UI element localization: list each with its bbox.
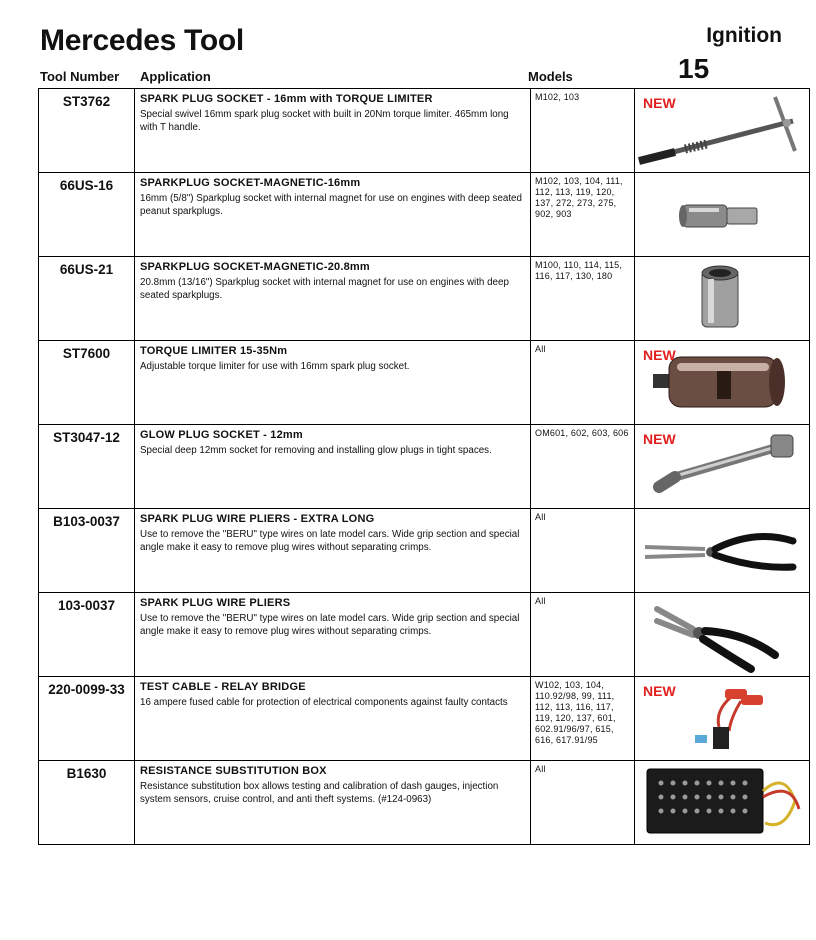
resistance-box-icon (635, 761, 816, 845)
tool-image-cell (635, 173, 810, 257)
tool-image-cell (635, 593, 810, 677)
new-badge: NEW (643, 431, 676, 447)
tool-models: W102, 103, 104, 110.92/98, 99, 111, 112, 113, 116, 117, 119, 120, 137, 601, 602.91/96/97, 615, 616, 617.91/95 (531, 677, 635, 761)
application-cell (135, 677, 531, 761)
tool-name: SPARKPLUG SOCKET-MAGNETIC-20.8mm (140, 261, 370, 273)
table-row (39, 593, 810, 677)
table-row (39, 425, 810, 509)
tool-models: All (531, 761, 635, 845)
application-cell (135, 761, 531, 845)
tool-name: GLOW PLUG SOCKET - 12mm (140, 429, 303, 441)
tool-description: 16mm (5/8") Sparkplug socket with internal magnet for use on engines with deep seated peanut sparkplugs. (140, 193, 522, 217)
new-badge: NEW (643, 683, 676, 699)
column-header-models: Models (528, 69, 573, 84)
new-badge: NEW (643, 95, 676, 111)
tool-models: All (531, 341, 635, 425)
magnetic-socket-icon (635, 173, 816, 257)
table-row (39, 341, 810, 425)
new-badge: NEW (643, 347, 676, 363)
column-header-application: Application (140, 69, 211, 84)
tool-number: B103-0037 (39, 509, 135, 593)
table-row (39, 89, 810, 173)
tool-description: Use to remove the "BERU" type wires on late model cars. Wide grip section and special angle make it easy to remove plug wires without separating crimps. (140, 529, 520, 553)
tool-number: 103-0037 (39, 593, 135, 677)
tool-models: M102, 103 (531, 89, 635, 173)
tool-image-cell (635, 89, 810, 173)
tool-image-cell (635, 677, 810, 761)
application-cell (135, 593, 531, 677)
tool-models: M102, 103, 104, 111, 112, 113, 119, 120, 137, 272, 273, 275, 902, 903 (531, 173, 635, 257)
tool-image-cell (635, 425, 810, 509)
application-cell (135, 425, 531, 509)
application-cell (135, 509, 531, 593)
tool-description: 16 ampere fused cable for protection of electrical components against faulty contacts (140, 697, 508, 708)
tool-models: All (531, 509, 635, 593)
tool-number: 66US-21 (39, 257, 135, 341)
large-socket-icon (635, 257, 816, 341)
application-cell (135, 257, 531, 341)
tool-name: TORQUE LIMITER 15-35Nm (140, 345, 288, 357)
table-row (39, 173, 810, 257)
application-cell (135, 341, 531, 425)
tool-name: SPARK PLUG WIRE PLIERS - EXTRA LONG (140, 513, 375, 525)
tool-number: 66US-16 (39, 173, 135, 257)
application-cell (135, 173, 531, 257)
tool-description: Special swivel 16mm spark plug socket with built in 20Nm torque limiter. 465mm long with T handle. (140, 109, 509, 133)
page-title: Mercedes Tool (40, 24, 244, 57)
table-row (39, 257, 810, 341)
page-number: 15 (678, 53, 710, 84)
tool-description: Special deep 12mm socket for removing and installing glow plugs in tight spaces. (140, 445, 492, 456)
tool-image-cell (635, 761, 810, 845)
tool-image-cell (635, 509, 810, 593)
tool-name: RESISTANCE SUBSTITUTION BOX (140, 765, 327, 777)
tool-models: M100, 110, 114, 115, 116, 117, 130, 180 (531, 257, 635, 341)
tool-number: ST3047-12 (39, 425, 135, 509)
tool-number: ST7600 (39, 341, 135, 425)
tool-description: Adjustable torque limiter for use with 16mm spark plug socket. (140, 361, 410, 372)
tool-number: ST3762 (39, 89, 135, 173)
tool-image-cell (635, 341, 810, 425)
pliers-icon (635, 593, 816, 677)
table-row (39, 677, 810, 761)
tool-number: B1630 (39, 761, 135, 845)
tool-name: SPARKPLUG SOCKET-MAGNETIC-16mm (140, 177, 361, 189)
tool-description: Resistance substitution box allows testing and calibration of dash gauges, injection system sensors, cruise control, and anti theft systems. (#124-0963) (140, 781, 499, 805)
table-row (39, 509, 810, 593)
tool-description: Use to remove the "BERU" type wires on late model cars. Wide grip section and special angle make it easy to remove plug wires without separating crimps. (140, 613, 520, 637)
tool-table (38, 88, 810, 845)
tool-name: SPARK PLUG WIRE PLIERS (140, 597, 291, 609)
tool-description: 20.8mm (13/16") Sparkplug socket with internal magnet for use on engines with deep seated sparkplugs. (140, 277, 509, 301)
section-title: Ignition (706, 24, 782, 47)
tool-name: SPARK PLUG SOCKET - 16mm with TORQUE LIMITER (140, 93, 433, 105)
tool-name: TEST CABLE - RELAY BRIDGE (140, 681, 306, 693)
table-row (39, 761, 810, 845)
tool-number: 220-0099-33 (39, 677, 135, 761)
tool-models: OM601, 602, 603, 606 (531, 425, 635, 509)
tool-models: All (531, 593, 635, 677)
long-pliers-icon (635, 509, 816, 593)
tool-image-cell (635, 257, 810, 341)
column-header-tool-number: Tool Number (40, 69, 120, 84)
application-cell (135, 89, 531, 173)
